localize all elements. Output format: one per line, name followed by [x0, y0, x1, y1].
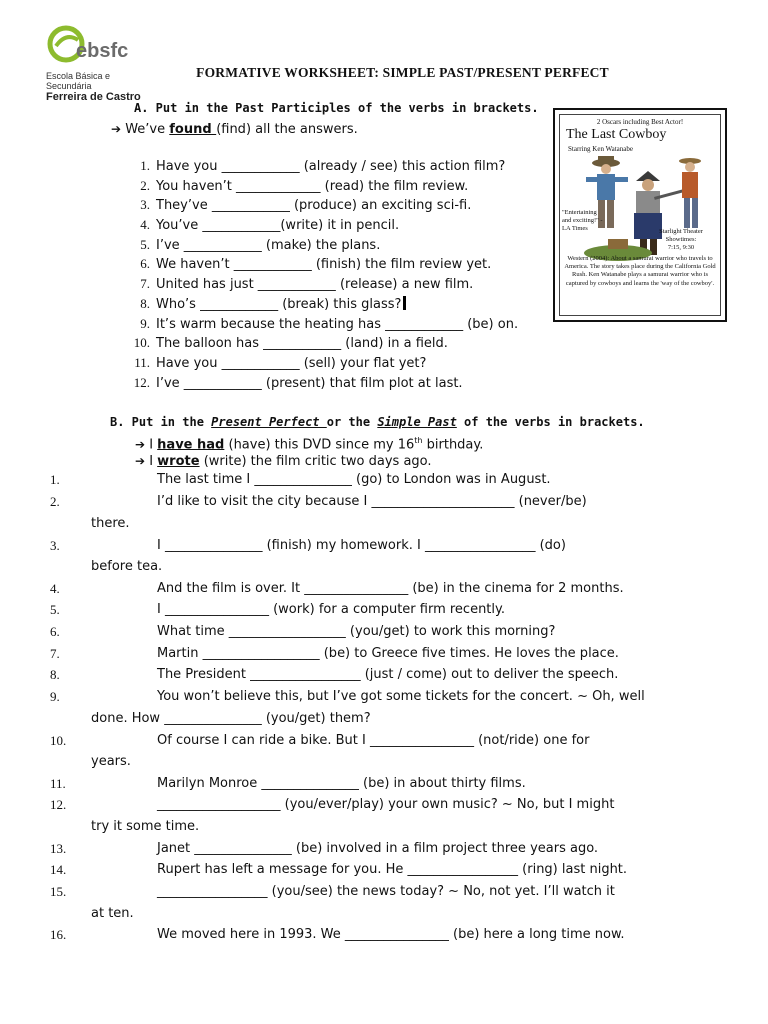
- item-continuation: years.: [91, 754, 131, 769]
- example-post: (find) all the answers.: [216, 122, 358, 137]
- poster-blurb: Western (2004): About a samurai warrior who travels to America. The story takes place during the California Gold Rush. Ken Watanabe plays a samurai warrior who is captured by cowboys and learns the 'way of the cowboy'.: [564, 255, 716, 287]
- arrow-right-icon: ➔: [135, 454, 146, 468]
- item-text: Of course I can ride a bike. But I ________________ (not/ride) one for: [157, 733, 590, 748]
- item-text: You’ve ____________(write) it in pencil.: [156, 218, 400, 234]
- item-number: 6.: [50, 624, 60, 639]
- item-number: 3.: [50, 538, 60, 553]
- item-text: The President _________________ (just / come) out to deliver the speech.: [157, 667, 619, 682]
- poster-quote: "Entertaining and exciting!" -LA Times: [562, 209, 603, 232]
- item-text: I ________________ (work) for a computer firm recently.: [157, 602, 505, 617]
- item-text: Have you ____________ (already / see) this action film?: [156, 159, 506, 174]
- worksheet-title: FORMATIVE WORKSHEET: SIMPLE PAST/PRESENT PERFECT: [196, 65, 609, 80]
- item-text: It’s warm because the heating has ____________ (be) on.: [156, 316, 519, 332]
- item-number: 12.: [50, 797, 67, 812]
- arrow-right-icon: ➔: [111, 122, 122, 136]
- example-answer: have had: [157, 437, 225, 453]
- item-number: 8.: [140, 295, 150, 311]
- item-text: We haven’t ____________ (finish) the film review yet.: [156, 257, 492, 273]
- heading-part: of the verbs in brackets.: [456, 415, 645, 429]
- item-text: What time __________________ (you/get) to work this morning?: [157, 624, 556, 639]
- example-pre: We’ve: [125, 122, 170, 137]
- item-number: 12.: [133, 374, 150, 390]
- item-text: Who’s ____________ (break) this glass?: [156, 296, 402, 312]
- item-number: 7.: [140, 276, 150, 292]
- item-number: 15.: [50, 884, 67, 899]
- example-answer: found: [169, 122, 217, 137]
- item-number: 1.: [50, 472, 60, 487]
- item-number: 6.: [140, 256, 150, 272]
- poster-showtimes-value: 7:15, 9:30: [667, 244, 695, 251]
- arrow-right-icon: ➔: [135, 437, 146, 452]
- item-text: The last time I _______________ (go) to London was in August.: [157, 472, 551, 487]
- item-continuation: there.: [91, 516, 130, 531]
- poster-starring: Starring Ken Watanabe: [568, 145, 634, 153]
- item-number: 9.: [140, 315, 150, 331]
- example-pre: I: [149, 454, 158, 469]
- logo-school-line2: Ferreira de Castro: [46, 91, 141, 103]
- example-post: birthday.: [422, 437, 484, 453]
- poster-showtimes-label: Showtimes:: [665, 236, 697, 243]
- item-text: The balloon has ____________ (land) in a field.: [156, 336, 448, 352]
- item-text: I’d like to visit the city because I ______________________ (never/be): [157, 494, 587, 509]
- item-continuation: done. How _______________ (you/get) them?: [91, 711, 371, 726]
- item-text: Marilyn Monroe _______________ (be) in about thirty films.: [157, 776, 526, 791]
- item-number: 5.: [50, 602, 60, 617]
- item-text: ___________________ (you/ever/play) your own music? ~ No, but I might: [157, 797, 615, 812]
- item-number: 2.: [50, 494, 60, 509]
- item-number: 9.: [50, 689, 60, 704]
- item-number: 4.: [140, 217, 150, 233]
- item-text: _________________ (you/see) the news today? ~ No, not yet. I’ll watch it: [157, 884, 615, 899]
- item-continuation: at ten.: [91, 906, 134, 921]
- item-text: I’ve ____________ (present) that film plot at last.: [156, 375, 463, 391]
- item-text: Rupert has left a message for you. He _________________ (ring) last night.: [157, 862, 628, 877]
- item-text: I _______________ (finish) my homework. I _________________ (do): [157, 538, 566, 553]
- example-post: (write) the film critic two days ago.: [199, 454, 432, 469]
- item-number: 1.: [140, 158, 150, 173]
- poster-theater: Starlight Theater: [659, 228, 703, 235]
- heading-part: B. Put in the: [110, 415, 212, 429]
- item-text: I’ve ____________ (make) the plans.: [156, 237, 381, 253]
- item-text: Martin __________________ (be) to Greece five times. He loves the place.: [157, 646, 619, 661]
- poster-title: The Last Cowboy: [566, 127, 667, 142]
- item-text: You haven’t _____________ (read) the film review.: [156, 178, 469, 194]
- item-number: 4.: [50, 581, 60, 596]
- item-number: 5.: [140, 236, 150, 252]
- item-number: 7.: [50, 646, 60, 661]
- item-number: 16.: [50, 927, 67, 942]
- logo-school-line1: Escola Básica e Secundária: [46, 71, 111, 91]
- heading-part: or the: [326, 415, 378, 429]
- heading-simple-past: Simple Past: [377, 415, 457, 429]
- poster-top-line: 2 Oscars including Best Actor!: [596, 118, 684, 126]
- item-text: We moved here in 1993. We ________________ (be) here a long time now.: [157, 927, 625, 942]
- item-number: 11.: [50, 776, 66, 791]
- item-text: United has just ____________ (release) a new film.: [156, 277, 474, 293]
- example-answer: wrote: [157, 454, 200, 469]
- heading-present-perfect: Present Perfect: [211, 415, 327, 429]
- item-number: 11.: [134, 354, 150, 370]
- logo-mark-text: ebsfc: [76, 40, 129, 62]
- item-text: Janet _______________ (be) involved in a film project three years ago.: [157, 841, 599, 856]
- example-pre: I: [149, 437, 158, 453]
- item-text: They’ve ____________ (produce) an exciting sci-fi.: [156, 198, 472, 214]
- item-text: And the film is over. It ________________ (be) in the cinema for 2 months.: [157, 581, 624, 596]
- item-text: Have you ____________ (sell) your flat yet?: [156, 355, 427, 371]
- item-text: You won’t believe this, but I’ve got some tickets for the concert. ~ Oh, well: [157, 689, 645, 704]
- item-number: 10.: [133, 335, 150, 351]
- example-post: (have) this DVD since my 16: [224, 437, 415, 453]
- item-number: 2.: [140, 177, 150, 193]
- item-number: 14.: [50, 862, 67, 877]
- item-continuation: try it some time.: [91, 819, 200, 834]
- item-number: 10.: [50, 733, 67, 748]
- item-number: 3.: [140, 197, 150, 213]
- example-sup: th: [414, 436, 423, 445]
- item-continuation: before tea.: [91, 559, 163, 574]
- section-a-heading: A. Put in the Past Participles of the verbs in brackets.: [134, 101, 539, 115]
- item-number: 13.: [50, 841, 67, 856]
- item-number: 8.: [50, 667, 60, 682]
